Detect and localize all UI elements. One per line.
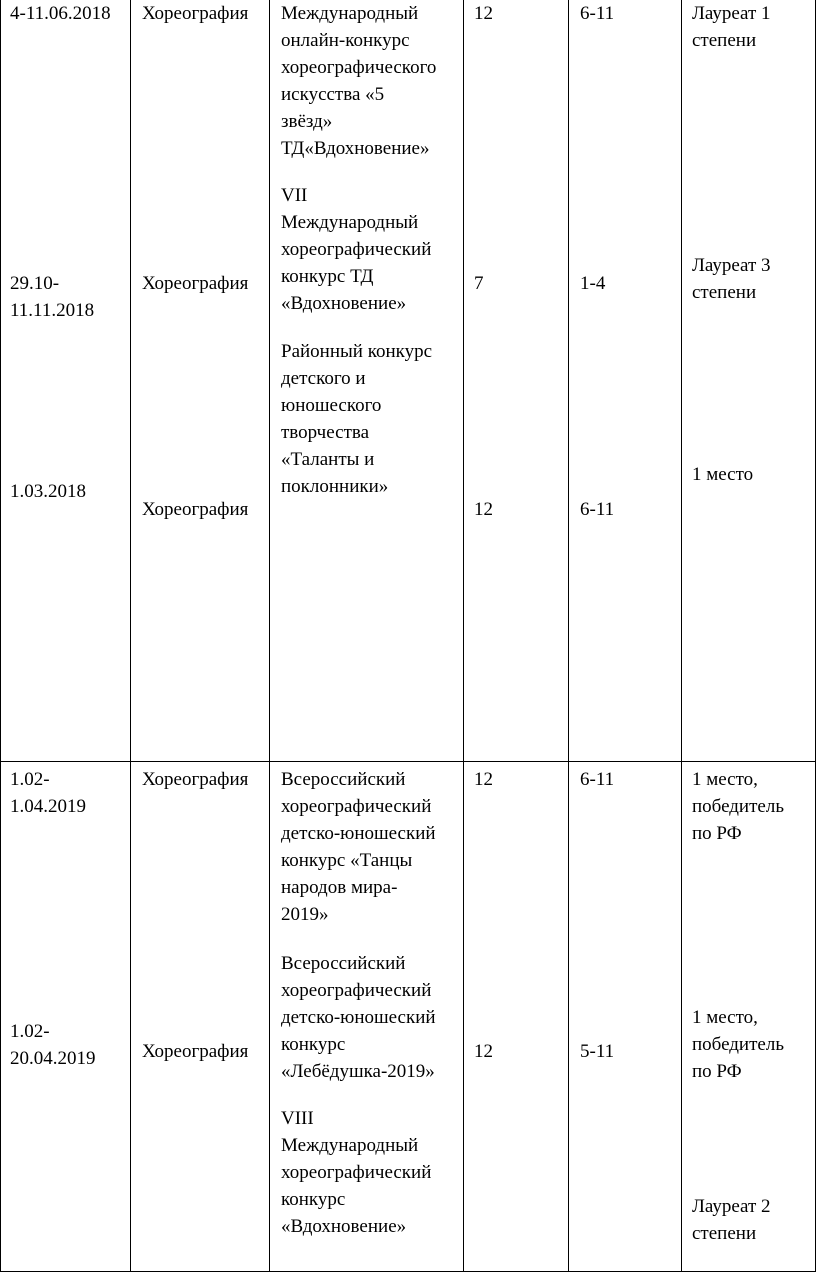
- result-cell: [692, 461, 753, 488]
- date-cell: [10, 478, 86, 505]
- cell-text-line: 1-4: [580, 273, 606, 294]
- participants-cell: [474, 270, 484, 297]
- column-divider: [463, 0, 464, 1272]
- result-cell: [692, 252, 771, 306]
- cell-text-line: 12: [474, 3, 493, 24]
- column-divider: [269, 0, 270, 1272]
- cell-text-line: хореографический: [281, 980, 432, 1001]
- cell-text-line: ТД«Вдохновение»: [281, 138, 430, 159]
- cell-text-line: 12: [474, 499, 493, 520]
- cell-text-line: степени: [692, 1223, 757, 1244]
- event-cell: [281, 766, 436, 928]
- cell-text-line: «Лебёдушка-2019»: [281, 1061, 435, 1082]
- cell-text-line: хореографический: [281, 796, 432, 817]
- event-cell: [281, 0, 436, 162]
- age-group-cell: [580, 496, 614, 523]
- cell-text-line: Всероссийский: [281, 953, 406, 974]
- cell-text-line: Хореография: [142, 499, 249, 520]
- cell-text-line: хореографический: [281, 1162, 432, 1183]
- cell-text-line: конкурс: [281, 1189, 346, 1210]
- cell-text-line: 1 место: [692, 464, 754, 485]
- cell-text-line: детско-юношеский: [281, 823, 436, 844]
- cell-text-line: Хореография: [142, 3, 249, 24]
- participants-cell: [474, 0, 493, 27]
- age-group-cell: [580, 1038, 614, 1065]
- date-cell: [10, 0, 111, 27]
- cell-text-line: 1.04.2019: [10, 796, 86, 817]
- cell-text-line: творчества: [281, 422, 370, 443]
- cell-text-line: 4-11.06.2018: [10, 3, 111, 24]
- cell-text-line: 1 место,: [692, 769, 758, 790]
- result-cell: [692, 1193, 771, 1247]
- event-cell: [281, 338, 432, 500]
- cell-text-line: степени: [692, 282, 757, 303]
- direction-cell: [142, 766, 248, 793]
- event-cell: [281, 182, 431, 317]
- cell-text-line: «Вдохновение»: [281, 1216, 407, 1237]
- cell-text-line: хореографического: [281, 57, 437, 78]
- cell-text-line: Хореография: [142, 273, 249, 294]
- cell-text-line: 11.11.2018: [10, 300, 95, 321]
- direction-cell: [142, 496, 248, 523]
- participants-cell: [474, 766, 493, 793]
- cell-text-line: народов мира-: [281, 877, 398, 898]
- direction-cell: [142, 1038, 248, 1065]
- column-divider: [681, 0, 682, 1272]
- cell-text-line: детско-юношеский: [281, 1007, 436, 1028]
- cell-text-line: конкурс: [281, 1034, 346, 1055]
- cell-text-line: 7: [474, 273, 484, 294]
- cell-text-line: Международный: [281, 3, 419, 24]
- column-divider: [568, 0, 569, 1272]
- result-cell: [692, 1004, 784, 1085]
- direction-cell: [142, 0, 248, 27]
- cell-text-line: 20.04.2019: [10, 1048, 96, 1069]
- cell-text-line: 5-11: [580, 1041, 615, 1062]
- age-group-cell: [580, 270, 605, 297]
- age-group-cell: [580, 766, 614, 793]
- event-cell: [281, 1105, 431, 1240]
- cell-text-line: 12: [474, 1041, 493, 1062]
- cell-text-line: победитель: [692, 1034, 784, 1055]
- age-group-cell: [580, 0, 614, 27]
- column-divider: [130, 0, 131, 1272]
- cell-text-line: хореографический: [281, 239, 432, 260]
- cell-text-line: Лауреат 3: [692, 255, 771, 276]
- cell-text-line: онлайн-конкурс: [281, 30, 410, 51]
- cell-text-line: 29.10-: [10, 273, 60, 294]
- cell-text-line: конкурс «Танцы: [281, 850, 413, 871]
- cell-text-line: VII: [281, 185, 308, 206]
- cell-text-line: Хореография: [142, 1041, 249, 1062]
- participants-cell: [474, 1038, 493, 1065]
- cell-text-line: Лауреат 1: [692, 3, 771, 24]
- cell-text-line: юношеского: [281, 395, 382, 416]
- cell-text-line: Всероссийский: [281, 769, 406, 790]
- cell-text-line: Хореография: [142, 769, 249, 790]
- cell-text-line: 6-11: [580, 3, 615, 24]
- cell-text-line: Международный: [281, 1135, 419, 1156]
- cell-text-line: звёзд»: [281, 111, 333, 132]
- cell-text-line: искусства «5: [281, 84, 385, 105]
- event-cell: [281, 950, 436, 1085]
- cell-text-line: 6-11: [580, 769, 615, 790]
- cell-text-line: степени: [692, 30, 757, 51]
- date-cell: [10, 270, 94, 324]
- cell-text-line: 1.02-: [10, 769, 50, 790]
- cell-text-line: конкурс ТД: [281, 266, 374, 287]
- row-divider: [0, 761, 816, 762]
- date-cell: [10, 766, 86, 820]
- cell-text-line: поклонники»: [281, 476, 389, 497]
- cell-text-line: VIII: [281, 1108, 314, 1129]
- cell-text-line: 12: [474, 769, 493, 790]
- cell-text-line: детского и: [281, 368, 366, 389]
- cell-text-line: Международный: [281, 212, 419, 233]
- result-cell: [692, 766, 784, 847]
- cell-text-line: победитель: [692, 796, 784, 817]
- cell-text-line: по РФ: [692, 823, 742, 844]
- cell-text-line: 2019»: [281, 904, 329, 925]
- cell-text-line: Лауреат 2: [692, 1196, 771, 1217]
- cell-text-line: 1.02-: [10, 1021, 50, 1042]
- cell-text-line: «Вдохновение»: [281, 293, 407, 314]
- participants-cell: [474, 496, 493, 523]
- cell-text-line: 1.03.2018: [10, 481, 86, 502]
- result-cell: [692, 0, 771, 54]
- cell-text-line: «Таланты и: [281, 449, 375, 470]
- table-border-left: [0, 0, 1, 1272]
- cell-text-line: Районный конкурс: [281, 341, 433, 362]
- date-cell: [10, 1018, 96, 1072]
- cell-text-line: 6-11: [580, 499, 615, 520]
- cell-text-line: по РФ: [692, 1061, 742, 1082]
- direction-cell: [142, 270, 248, 297]
- cell-text-line: 1 место,: [692, 1007, 758, 1028]
